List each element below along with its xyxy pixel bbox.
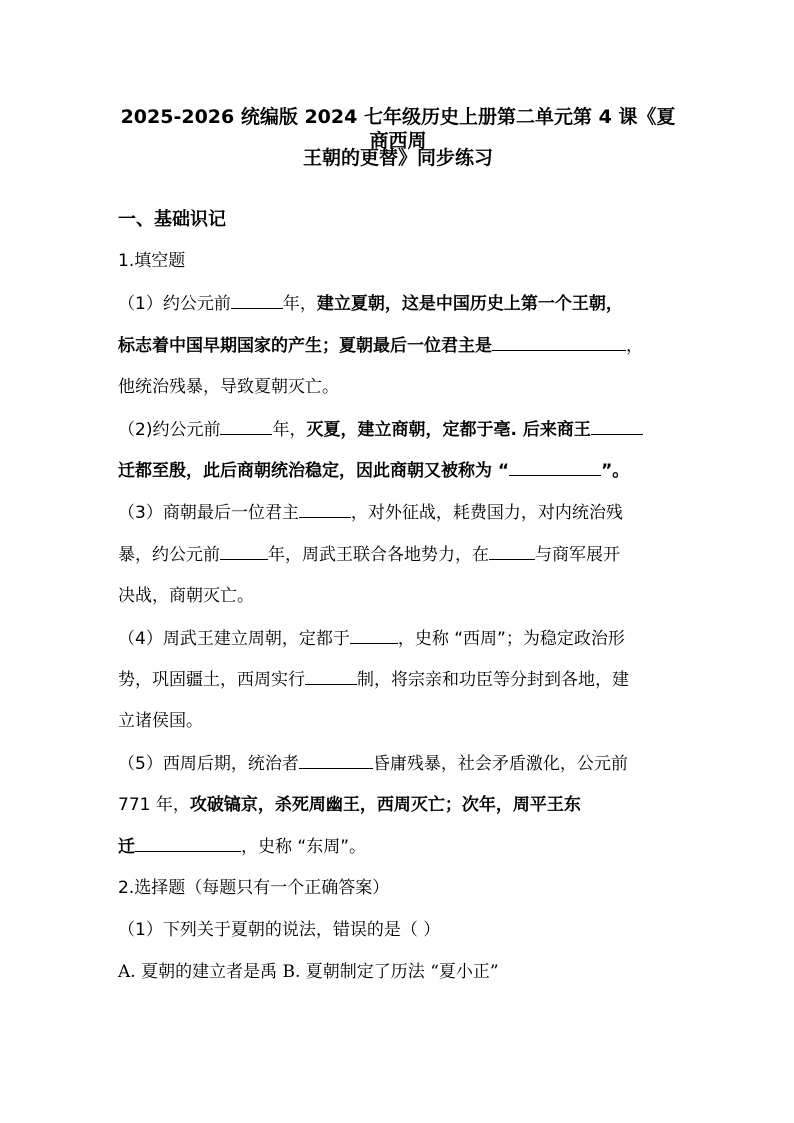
q1-item-4-line-1 (118, 627, 625, 651)
answer-blank[interactable] (489, 543, 535, 560)
text-segment: 势，巩固疆土，西周实行 (118, 670, 305, 690)
text-segment: 制，将宗亲和功臣等分封到各地，建 (357, 670, 629, 690)
answer-blank[interactable] (135, 835, 241, 852)
text-segment: 年，周武王联合各地势力，在 (268, 545, 489, 565)
text-segment: 771 年， (118, 795, 190, 815)
text-segment: （3）商朝最后一位君主 (118, 503, 299, 523)
text-segment: ，史称 “西周”；为稳定政治形 (397, 629, 625, 649)
q1-item-4-line-2 (118, 668, 629, 692)
text-segment: ，对外征战，耗费国力，对内统治残 (350, 503, 623, 523)
text-segment: 灭夏，建立商朝，定都于亳. 后来商王 (306, 420, 591, 440)
text-segment: （4）周武王建立周朝，定都于 (118, 629, 350, 649)
q1-item-5-line-2 (118, 793, 581, 817)
document-title-line-1: 2025-2026 统编版 2024 七年级历史上册第二单元第 4 课《夏商西周 (120, 106, 676, 152)
text-segment: 年， (272, 420, 307, 440)
answer-blank[interactable] (350, 627, 398, 644)
q1-item-5-line-1 (118, 752, 628, 776)
text-segment: （2)约公元前 (118, 420, 221, 440)
text-segment: 建立夏朝，这是中国历史上第一个王朝， (316, 294, 623, 314)
text-segment: 迁都至殷，此后商朝统治稳定，因此商朝又被称为 “ (118, 461, 510, 481)
text-segment: 与商军展开 (535, 545, 620, 565)
text-segment: ，史称 “东周”。 (241, 837, 367, 857)
section-heading: 一、基础识记 (118, 209, 226, 230)
answer-blank[interactable] (305, 668, 357, 685)
question-2-heading: 2.选择题（每题只有一个正确答案） (118, 878, 390, 898)
q1-item-3-line-2 (118, 543, 620, 567)
answer-blank[interactable] (231, 292, 283, 309)
q1-item-5-line-3 (118, 835, 366, 859)
text-segment: 标志着中国早期国家的产生；夏朝最后一位君主是 (118, 336, 492, 356)
q1-item-2-line-1 (118, 418, 643, 442)
document-title-line-2: 王朝的更替》同步练习 (302, 147, 493, 169)
q2-item-1-stem: （1）下列关于夏朝的说法，错误的是（ ） (118, 920, 441, 940)
text-segment: 暴，约公元前 (118, 545, 220, 565)
q1-item-1-line-1 (118, 292, 623, 316)
q1-item-3-line-1 (118, 501, 623, 525)
text-segment: 迁 (118, 837, 135, 857)
q2-item-1-options: A. 夏朝的建立者是禹 B. 夏朝制定了历法 “夏小正” (118, 962, 499, 982)
text-segment: 攻破镐京，杀死周幽王，西周灭亡；次年，周平王东 (189, 795, 581, 815)
answer-blank[interactable] (509, 459, 601, 476)
text-segment: （5）西周后期，统治者 (118, 754, 299, 774)
answer-blank[interactable] (492, 334, 626, 351)
q1-item-1-line-2 (118, 334, 643, 358)
q1-item-4-line-3: 立诸侯国。 (118, 711, 203, 731)
answer-blank[interactable] (220, 418, 272, 435)
text-segment: 年， (282, 294, 317, 314)
text-segment: 昏庸残暴，社会矛盾激化，公元前 (372, 754, 628, 774)
text-segment: （1）约公元前 (118, 294, 231, 314)
question-1-heading: 1.填空题 (118, 251, 186, 271)
q1-item-2-line-2 (118, 459, 629, 483)
text-segment: ， (626, 336, 643, 356)
answer-blank[interactable] (220, 543, 268, 560)
answer-blank[interactable] (299, 501, 351, 518)
q1-item-1-line-3: 他统治残暴，导致夏朝灭亡。 (118, 377, 339, 397)
q1-item-3-line-3: 决战，商朝灭亡。 (118, 586, 254, 606)
answer-blank[interactable] (299, 752, 373, 769)
text-segment: ”。 (601, 461, 630, 481)
answer-blank[interactable] (591, 418, 643, 435)
